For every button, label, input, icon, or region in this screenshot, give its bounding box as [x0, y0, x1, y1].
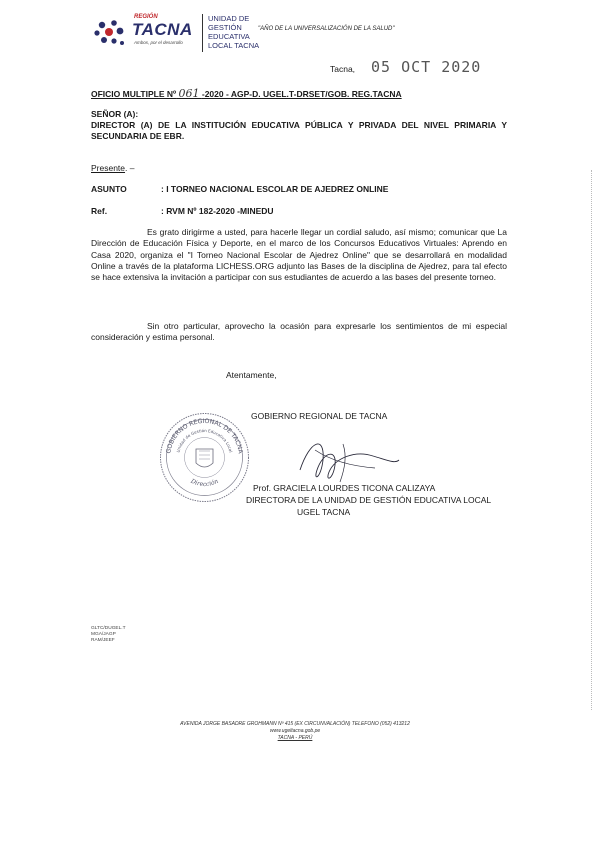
seal-text-top: GOBIERNO REGIONAL DE TACNA: [165, 417, 244, 455]
initials-line: MGA/JAGP: [91, 632, 116, 637]
initials-line: RAM/JEEF: [91, 638, 115, 643]
oficio-handwritten-number: 061: [178, 87, 200, 100]
ugel-line: LOCAL TACNA: [208, 41, 260, 50]
body-paragraph-1: [91, 227, 507, 283]
presente-line: [91, 163, 134, 173]
scan-edge: [591, 170, 593, 710]
footer-city: TACNA - PERÚ: [277, 735, 313, 741]
presente-word: Presente: [91, 163, 126, 173]
page-footer: [150, 721, 440, 742]
asunto-value: : I TORNEO NACIONAL ESCOLAR DE AJEDREZ ONLINE: [161, 184, 389, 194]
year-motto: "AÑO DE LA UNIVERSALIZACIÓN DE LA SALUD": [258, 26, 395, 32]
ref-label: Ref.: [91, 206, 108, 216]
oficio-number: [91, 87, 402, 100]
recipient-title: DIRECTOR (A) DE LA INSTITUCIÓN EDUCATIVA PÚBLICA Y PRIVADA DEL NIVEL PRIMARIA Y SECUNDARIA DE EBR.: [91, 120, 507, 141]
initials-line: GLTC/DUGEL.T: [91, 626, 126, 631]
signatory-position: DIRECTORA DE LA UNIDAD DE GESTIÓN EDUCATIVA LOCAL: [246, 495, 492, 505]
closing-gobierno: GOBIERNO REGIONAL DE TACNA: [251, 411, 388, 421]
body-paragraph-2-text: Sin otro particular, aprovecho la ocasión para expresarle los sentimientos de mi especial consideración y estima personal.: [91, 321, 507, 343]
body-paragraph-1-text: Es grato dirigirme a usted, para hacerle llegar un cordial saludo, así mismo; comunicar que La Dirección de Educación Física y Deporte, en el marco de los Concursos Educativos Virtuales: Aprendo en Casa 2020, organiza el "I Torneo Nacional Escolar de Ajedrez Online" que se desarrollará en modalidad Online a través de la plataforma LICHESS.ORG adjunto las Bases de la disciplina de Ajedrez, para tal efecto se hace extensiva la invitación a participar con sus estudiantes de acuerdo a las bases del presente torneo.: [91, 227, 507, 283]
oficio-suffix: -2020 - AGP-D. UGEL.T-DRSET/GOB. REG.TACNA: [201, 89, 402, 99]
oficio-prefix: OFICIO MULTIPLE Nº: [91, 89, 177, 99]
ugel-line: UNIDAD DE: [208, 14, 250, 23]
closing-atentamente: Atentamente,: [226, 370, 277, 380]
seal-text-bottom: Dirección: [189, 477, 220, 488]
official-seal-icon: [158, 411, 251, 504]
asunto-label: ASUNTO: [91, 184, 127, 194]
brand-tagline: Ambos, por el desarrollo: [134, 40, 183, 45]
reference-initials: [91, 626, 126, 644]
region-label: REGIÓN: [134, 14, 158, 20]
ugel-name: [208, 14, 259, 50]
presente-rest: . –: [125, 163, 135, 173]
body-paragraph-2: [91, 321, 507, 344]
handwritten-signature-icon: [295, 430, 405, 490]
seal-text-inner: Unidad de Gestión Educativa Local: [175, 427, 234, 453]
brand-name: TACNA: [132, 20, 193, 39]
date-stamp: 05 OCT 2020: [371, 58, 482, 76]
ref-value: : RVM Nº 182-2020 -MINEDU: [161, 206, 274, 216]
svg-text:Dirección: [189, 477, 220, 488]
ugel-line: GESTIÓN: [208, 23, 242, 32]
signatory-name: Prof. GRACIELA LOURDES TICONA CALIZAYA: [253, 483, 436, 493]
footer-address: AVENIDA JORGE BASADRE GROHMANN Nº 415 (EX CIRCUNVALACIÓN) TELEFONO (052) 413212: [180, 721, 410, 727]
recipient-salutation: SEÑOR (A):: [91, 109, 139, 119]
footer-website[interactable]: www.ugeltacna.gob.pe: [269, 728, 321, 734]
header-divider: [202, 14, 203, 52]
ugel-line: EDUCATIVA: [208, 32, 250, 41]
date-city: Tacna,: [330, 64, 356, 74]
signatory-entity: UGEL TACNA: [297, 507, 351, 517]
